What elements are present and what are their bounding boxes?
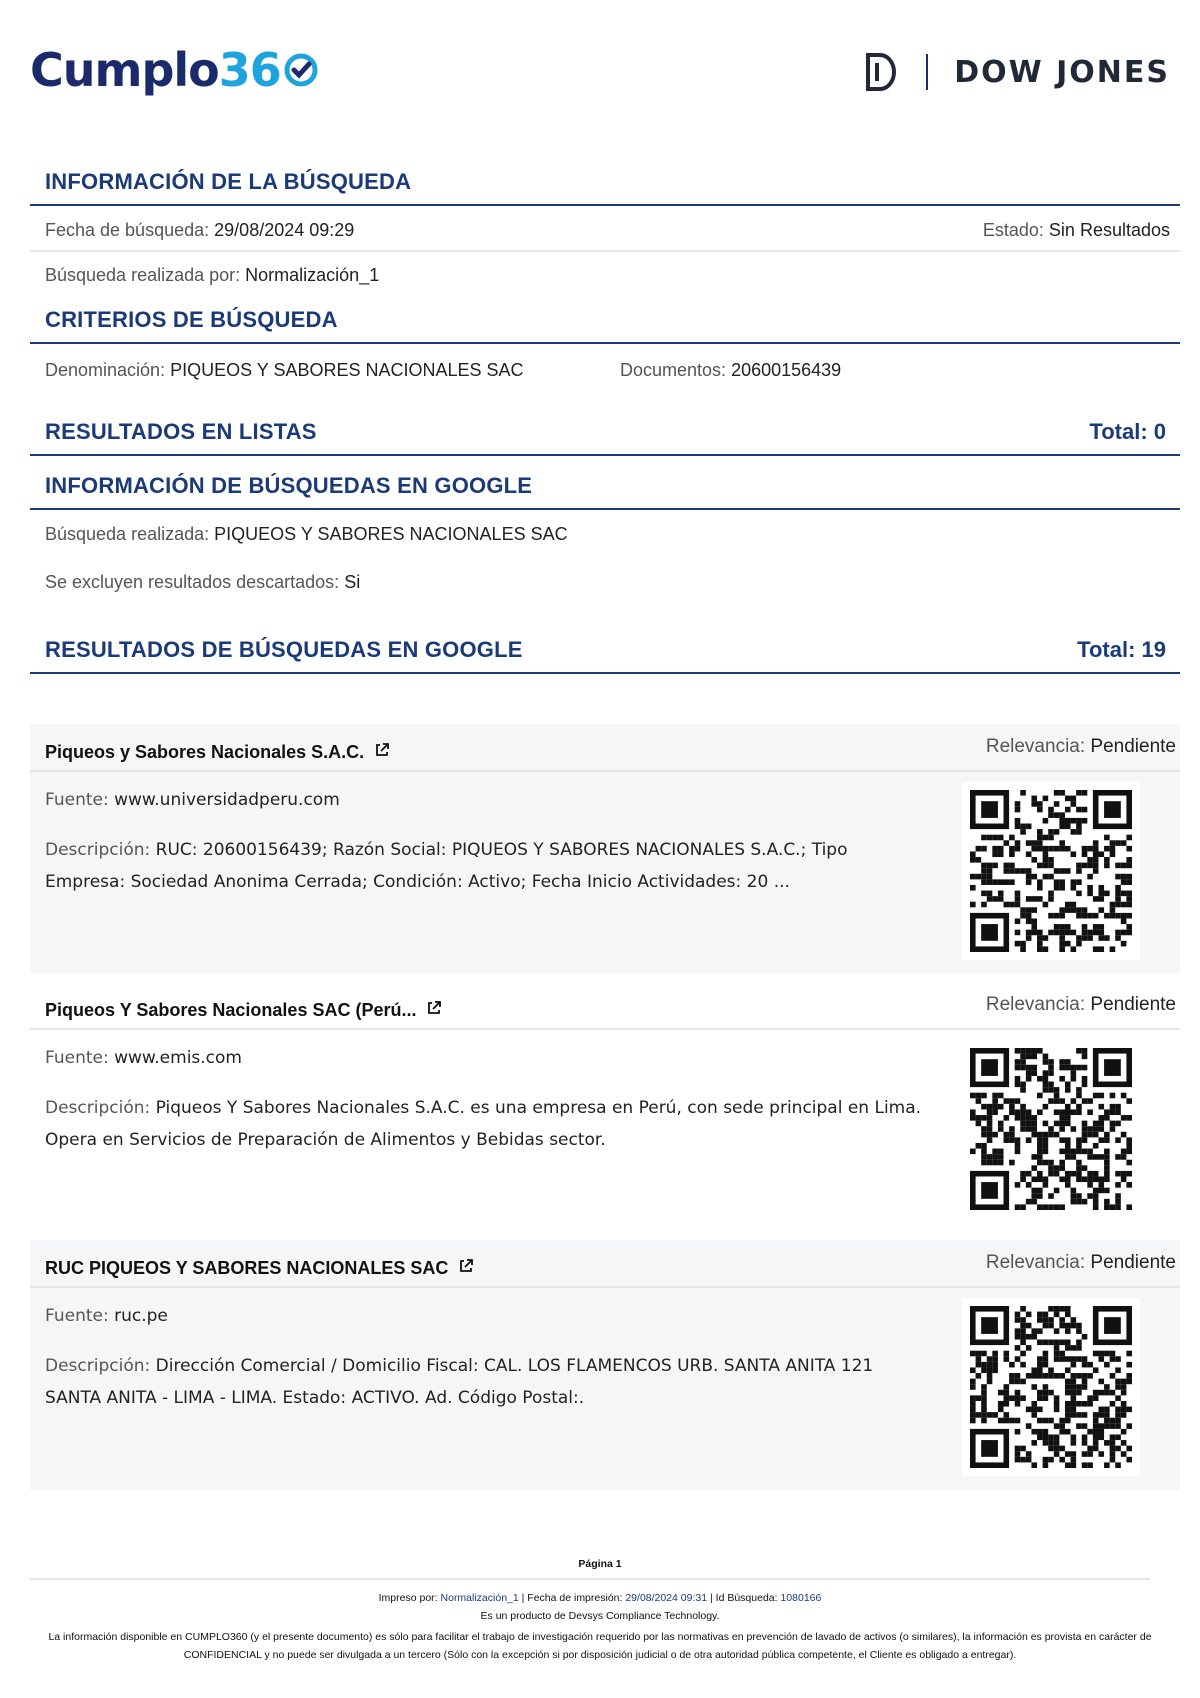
section-title-text: CRITERIOS DE BÚSQUEDA — [45, 307, 338, 332]
documentos — [620, 360, 841, 381]
card-divider — [30, 770, 1180, 772]
fecha-busqueda — [45, 220, 354, 241]
busqueda-realizada-value: PIQUEOS Y SABORES NACIONALES SAC — [214, 524, 568, 544]
row-busqueda-realizada — [30, 514, 1180, 556]
brand-word: Cumplo — [30, 43, 219, 97]
excluye-descartados — [45, 572, 360, 593]
estado-value: Sin Resultados — [1048, 220, 1170, 240]
result-title-link[interactable] — [45, 742, 390, 763]
result-title[interactable]: Piqueos Y Sabores Nacionales SAC (Perú... — [45, 1000, 417, 1020]
documentos-value: 20600156439 — [731, 360, 842, 380]
result-card — [30, 1240, 1180, 1490]
section-title-text: RESULTADOS DE BÚSQUEDAS EN GOOGLE — [45, 637, 523, 662]
fecha-value: 29/08/2024 09:29 — [214, 220, 355, 240]
relevancia-label: Relevancia: — [985, 994, 1086, 1015]
relevancia — [986, 736, 1176, 758]
external-link-icon[interactable] — [374, 742, 390, 763]
descripcion-label: Descripción: — [45, 1098, 151, 1118]
relevancia-value: Pendiente — [1090, 994, 1176, 1015]
qr-code — [962, 1298, 1140, 1476]
realizada-label: Búsqueda realizada por: — [45, 265, 241, 285]
busqueda-realizada — [45, 524, 568, 545]
descripcion-label: Descripción: — [45, 1356, 151, 1376]
fuente-label: Fuente: — [45, 1048, 109, 1068]
fecha-label: Fecha de búsqueda: — [45, 220, 210, 240]
relevancia-label: Relevancia: — [985, 736, 1086, 757]
estado — [983, 220, 1170, 241]
realizada-value: Normalización_1 — [245, 265, 380, 285]
relevancia — [986, 1252, 1176, 1274]
estado-label: Estado: — [982, 220, 1044, 240]
result-card — [30, 724, 1180, 974]
external-link-icon[interactable] — [458, 1258, 474, 1279]
result-title[interactable]: RUC PIQUEOS Y SABORES NACIONALES SAC — [45, 1258, 449, 1278]
fuente-label: Fuente: — [45, 1306, 109, 1326]
section-google-results-title — [30, 630, 1180, 674]
excluye-label: Se excluyen resultados descartados: — [45, 572, 340, 592]
page-header — [0, 0, 1200, 150]
documentos-label: Documentos: — [620, 360, 727, 380]
card-divider — [30, 1028, 1180, 1030]
producto-text: Es un producto de Devsys Compliance Technology. — [480, 1610, 720, 1622]
footer-divider — [30, 1578, 1150, 1580]
dow-jones-wordmark: DOW JONES — [954, 54, 1170, 90]
relevancia-label: Relevancia: — [985, 1252, 1086, 1273]
row-realizada-por — [30, 255, 1180, 297]
external-link-icon[interactable] — [426, 1000, 442, 1021]
denominacion-value: PIQUEOS Y SABORES NACIONALES SAC — [170, 360, 524, 380]
denominacion-label: Denominación: — [45, 360, 166, 380]
section-title-text: RESULTADOS EN LISTAS — [45, 419, 317, 444]
relevancia-value: Pendiente — [1090, 1252, 1176, 1273]
impreso-value: Normalización_1 — [440, 1592, 519, 1604]
fuente — [45, 1048, 242, 1068]
fuente-value: ruc.pe — [114, 1306, 168, 1326]
fuente-value: www.universidadperu.com — [114, 790, 340, 810]
row-fecha-estado — [30, 210, 1180, 252]
section-listas-title — [30, 412, 1180, 456]
listas-total: Total: 0 — [1089, 419, 1166, 444]
section-title-text: INFORMACIÓN DE BÚSQUEDAS EN GOOGLE — [45, 473, 533, 498]
section-google-info-title — [30, 466, 1180, 510]
qr-code — [962, 782, 1140, 960]
excluye-value: Si — [344, 572, 361, 592]
descripcion — [45, 1092, 925, 1156]
card-divider — [30, 1286, 1180, 1288]
row-excluye — [30, 562, 1180, 604]
section-busqueda-title — [30, 162, 1180, 206]
descripcion-value: Dirección Comercial / Domicilio Fiscal: CAL. LOS FLAMENCOS URB. SANTA ANITA 121 SANTA ANITA - LIMA - LIMA. Estado: ACTIVO. Ad. Código Postal:. — [45, 1356, 874, 1408]
disclaimer-text: La información disponible en CUMPLO360 (y el presente documento) es sólo para facilitar el trabajo de investigación requerido por las normativas en prevención de lavado de activos (o similares), la información es provista en carácter de CONFIDENCIAL y no puede ser divulgada a un tercero (Sólo con la excepción si por disposición judicial o de otra autoridad pública competente, el Cliente es obligado a entregar). — [48, 1631, 1152, 1661]
fuente — [45, 790, 340, 810]
fuente — [45, 1306, 168, 1326]
print-info — [0, 1592, 1200, 1604]
id-busqueda-label: | Id Búsqueda: — [710, 1592, 778, 1604]
descripcion-label: Descripción: — [45, 840, 151, 860]
id-busqueda-value: 1080166 — [780, 1592, 822, 1604]
result-card — [30, 982, 1180, 1232]
result-title-link[interactable] — [45, 1258, 474, 1279]
qr-code — [962, 1040, 1140, 1218]
relevancia — [986, 994, 1176, 1016]
realizada-por — [45, 265, 379, 286]
check-circle-icon — [283, 52, 319, 88]
result-title-link[interactable] — [45, 1000, 442, 1021]
page-number: Página 1 — [578, 1558, 622, 1570]
descripcion-value: RUC: 20600156439; Razón Social: PIQUEOS Y SABORES NACIONALES S.A.C.; Tipo Empresa: Sociedad Anonima Cerrada; Condición: Activo; Fecha Inicio Actividades: 20 ... — [45, 840, 848, 892]
section-criterios-title — [30, 300, 1180, 344]
descripcion — [45, 1350, 925, 1414]
busqueda-realizada-label: Búsqueda realizada: — [45, 524, 210, 544]
impreso-label: Impreso por: — [378, 1592, 438, 1604]
fuente-label: Fuente: — [45, 790, 109, 810]
fecha-impresion-label: | Fecha de impresión: — [521, 1592, 623, 1604]
row-criterios — [30, 350, 1180, 392]
descripcion — [45, 834, 925, 898]
logo-separator — [926, 54, 928, 90]
dow-jones-d-icon — [866, 53, 896, 91]
denominacion — [45, 360, 524, 381]
section-title-text: INFORMACIÓN DE LA BÚSQUEDA — [45, 169, 412, 194]
descripcion-value: Piqueos Y Sabores Nacionales S.A.C. es una empresa en Perú, con sede principal en Lima. Opera en Servicios de Preparación de Alimentos y Bebidas sector. — [45, 1098, 922, 1150]
cumplo360-logo — [30, 40, 319, 100]
brand-number: 36 — [218, 43, 281, 97]
result-title[interactable]: Piqueos y Sabores Nacionales S.A.C. — [45, 742, 365, 762]
dow-jones-logo — [866, 48, 1170, 96]
google-total: Total: 19 — [1077, 637, 1166, 662]
relevancia-value: Pendiente — [1090, 736, 1176, 757]
fecha-impresion-value: 29/08/2024 09:31 — [625, 1592, 708, 1604]
fuente-value: www.emis.com — [114, 1048, 242, 1068]
